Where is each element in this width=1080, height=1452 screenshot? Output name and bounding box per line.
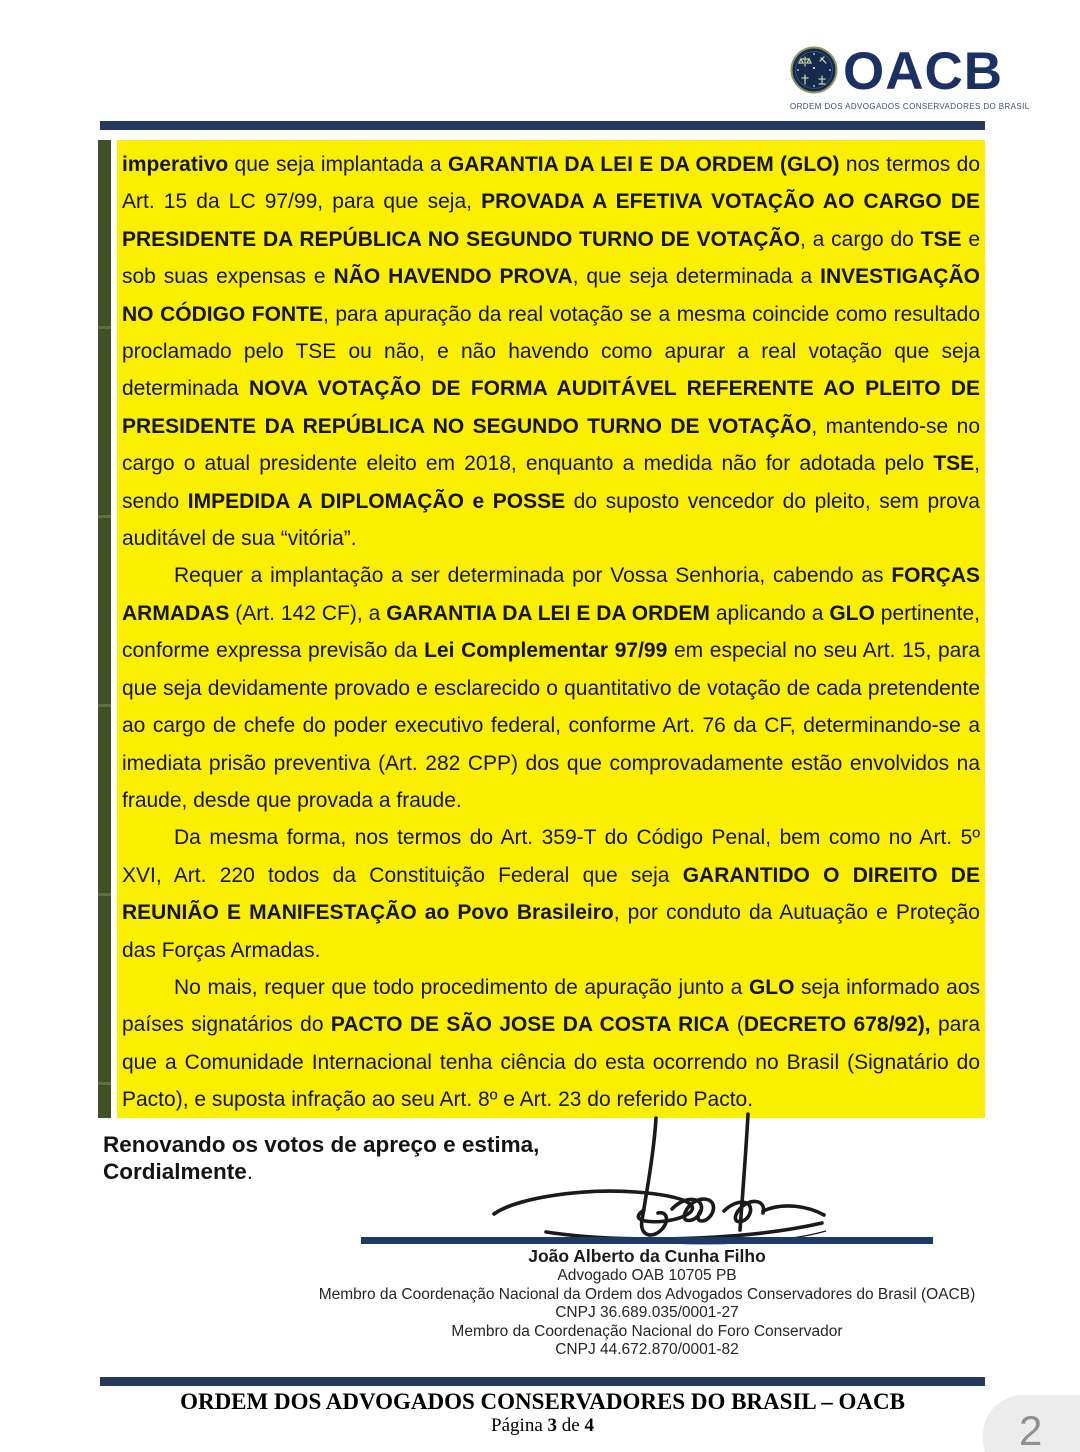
signatory-name: João Alberto da Cunha Filho [528,1246,766,1266]
signature-detail-line: Membro da Coordenação Nacional da Ordem dos Advogados Conservadores do Brasil (OACB) [318,1285,976,1303]
globe-scales-cross-emblem-icon [790,46,838,94]
highlighted-paragraphs [117,140,985,1118]
oacb-wordmark: OACB [843,42,1004,101]
header-divider-bar [100,121,985,130]
footer-organization: ORDEM DOS ADVOGADOS CONSERVADORES DO BRASIL – OACB [180,1389,905,1414]
signature-detail-line: Membro da Coordenação Nacional do Foro Conservador [451,1322,843,1340]
closing-line-1: Renovando os votos de apreço e estima, [103,1132,540,1157]
closing-line-2: Cordialmente. [103,1159,254,1184]
signature-detail-line: CNPJ 36.689.035/0001-27 [555,1304,739,1322]
signature-rule [361,1237,933,1244]
body-paragraph: No mais, requer que todo procedimento de apuração junto a GLO seja informado aos países signatários do PACTO DE SÃO JOSE DA COSTA RICA (DECRETO 678/92), para que a Comunidade Internacional tenha ciência do esta ocorrendo no Brasil (Signatário do Pacto), e suposta infração ao seu Art. 8º e Art. 23 do referido Pacto. [122,975,980,1112]
green-marker-edge [98,140,111,1118]
footer-divider-bar [100,1377,985,1386]
closing-salutation [103,1131,539,1185]
viewer-page-badge [983,1395,1080,1452]
viewer-page-number: 2 [1019,1407,1043,1452]
signature-detail-line: CNPJ 44.672.870/0001-82 [555,1341,739,1359]
body-paragraph: imperativo que seja implantada a GARANTIA DA LEI E DA ORDEM (GLO) nos termos do Art. 15 da LC 97/99, para que seja, PROVADA A EFETIVA VOTAÇÃO AO CARGO DE PRESIDENTE DA REPÚBLICA NO SEGUNDO TURNO DE VOTAÇÃO, a cargo do TSE e sob suas expensas e NÃO HAVENDO PROVA, que seja determinada a INVESTIGAÇÃO NO CÓDIGO FONTE, para apuração da real votação se a mesma coincide como resultado proclamado pelo TSE ou não, e não havendo como apurar a real votação que seja determinada NOVA VOTAÇÃO DE FORMA AUDITÁVEL REFERENTE AO PLEITO DE PRESIDENTE DA REPÚBLICA NO SEGUNDO TURNO DE VOTAÇÃO, mantendo-se no cargo o atual presidente eleito em 2018, enquanto a medida não for adotada pelo TSE, sendo IMPEDIDA A DIPLOMAÇÃO e POSSE do suposto vencedor do pleito, sem prova auditável de sua “vitória”. [122,153,981,551]
logo-subtitle: ORDEM DOS ADVOGADOS CONSERVADORES DO BRASIL [790,102,1030,111]
signature-details [305,1267,989,1360]
signature-detail-line: Advogado OAB 10705 PB [557,1267,737,1284]
signature-block [305,1246,989,1360]
body-paragraph: Requer a implantação a ser determinada por Vossa Senhoria, cabendo as FORÇAS ARMADAS (Art. 142 CF), a GARANTIA DA LEI E DA ORDEM aplicando a GLO pertinente, conforme expressa previsão da Lei Complementar 97/99 em especial no seu Art. 15, para que seja devidamente provado e esclarecido o quantitativo de votação de cada pretendente ao cargo de chefe do poder executivo federal, conforme Art. 76 da CF, determinando-se a imediata prisão preventiva (Art. 282 CPP) dos que comprovadamente estão envolvidos na fraude, desde que provada a fraude. [122,564,981,812]
oacb-logo [790,42,1030,111]
footer-page-indicator: Página 3 de 4 [491,1415,594,1436]
body-paragraph: Da mesma forma, nos termos do Art. 359-T do Código Penal, bem como no Art. 5º XVI, Art. 220 todos da Constituição Federal que seja GARANTIDO O DIREITO DE REUNIÃO E MANIFESTAÇÃO ao Povo Brasileiro, por conduto da Autuação e Proteção das Forças Armadas. [122,826,980,962]
